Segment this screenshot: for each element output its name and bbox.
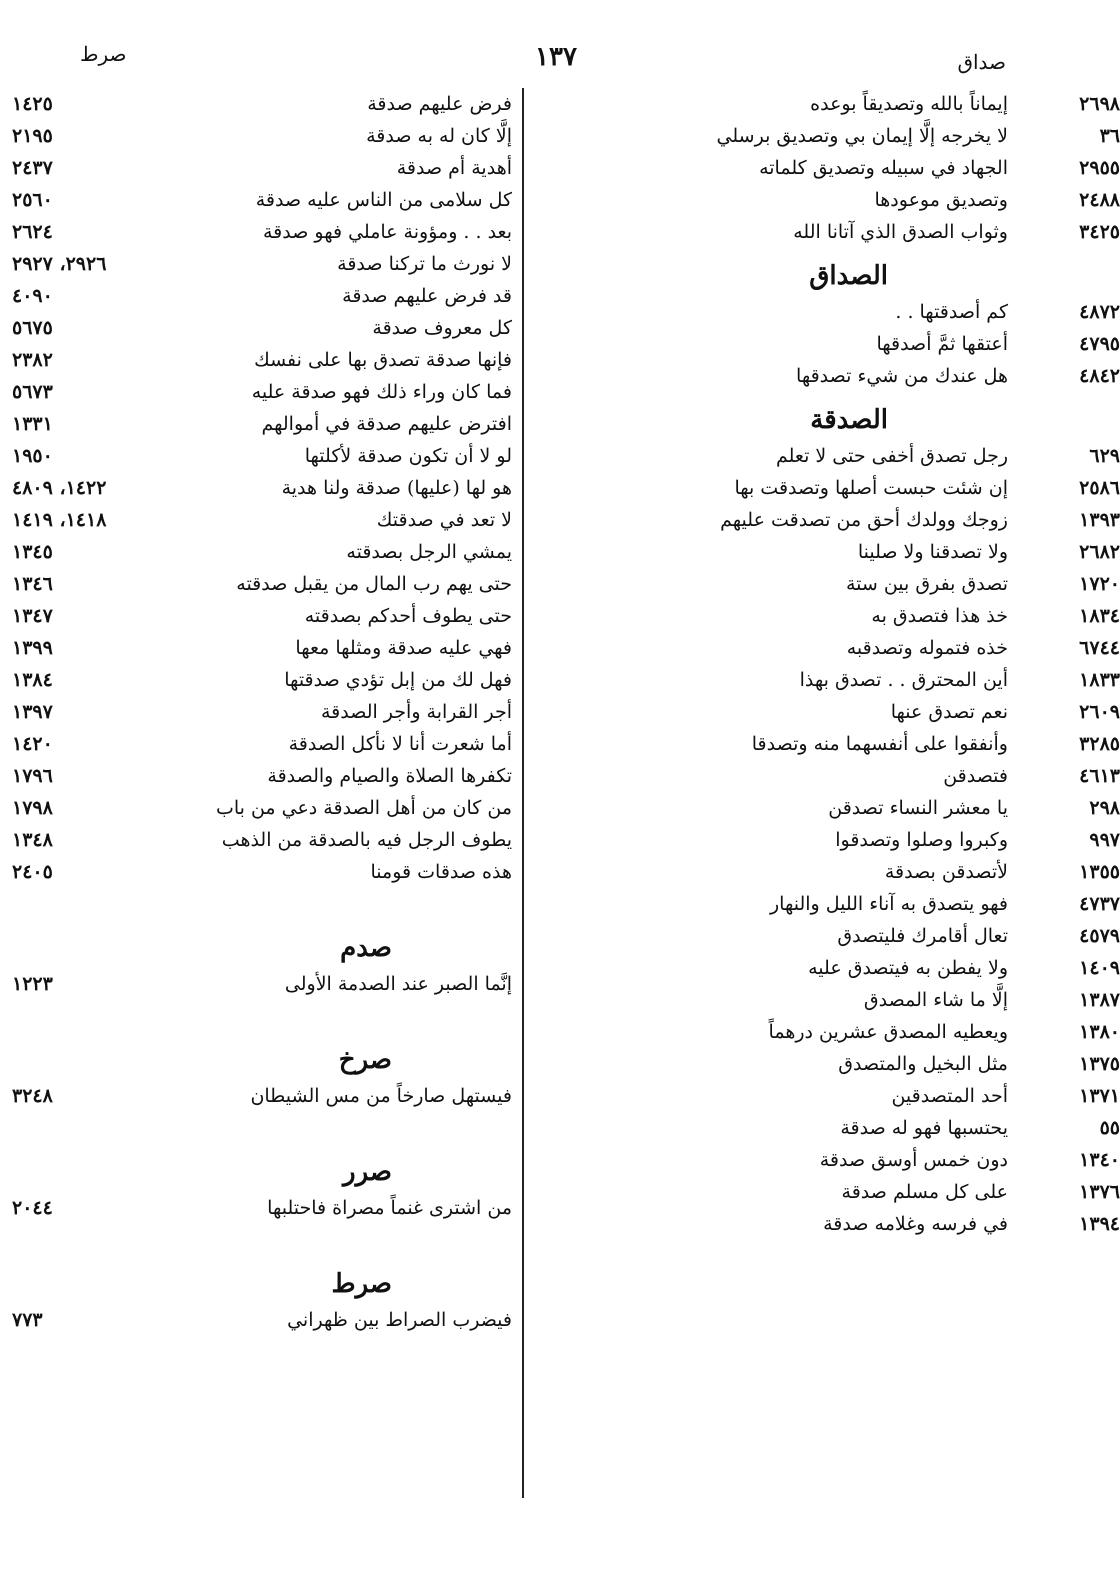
entry-phrase: رجل تصدق أخفى حتى لا تعلم (776, 445, 1008, 467)
entry-phrase: بعد . . ومؤونة عاملي فهو صدقة (262, 221, 512, 243)
entry-hadith-number: ١٩٥٠ (12, 445, 53, 467)
entry-hadith-number: ١٣٧٦ (1079, 1181, 1120, 1203)
section-heading-text: الصداق (809, 261, 888, 291)
entry-hadith-number: ٧٧٣ (12, 1309, 43, 1331)
entry-phrase: وكبروا وصلوا وتصدقوا (835, 829, 1008, 851)
index-entry (618, 1112, 1120, 1144)
section-heading (72, 920, 512, 968)
entry-hadith-number: ١٧٩٨ (12, 797, 53, 819)
index-entry (618, 952, 1120, 984)
index-entry (618, 1016, 1120, 1048)
entry-hadith-number: ٦٧٤٤ (1079, 637, 1120, 659)
index-entry (12, 152, 512, 184)
entry-phrase: أهدية أم صدقة (396, 157, 512, 179)
entry-hadith-number: ٢٦٨٢ (1079, 541, 1120, 563)
index-entry (618, 328, 1120, 360)
entry-hadith-number: ١٣٩٩ (12, 637, 53, 659)
index-entry (618, 1048, 1120, 1080)
entry-phrase: حتى يهم رب المال من يقبل صدقته (236, 573, 512, 595)
index-entry (12, 312, 512, 344)
entry-hadith-number: ٤٨٤٢ (1079, 365, 1120, 387)
entry-phrase: إلَّا ما شاء المصدق (863, 989, 1008, 1011)
index-entry (618, 536, 1120, 568)
entry-hadith-number: ٢٦٠٩ (1079, 701, 1120, 723)
entry-phrase: لا نورث ما تركنا صدقة (337, 253, 512, 275)
index-entry (618, 984, 1120, 1016)
entry-phrase: كل معروف صدقة (372, 317, 512, 339)
entry-phrase: أعتقها ثمَّ أصدقها (876, 333, 1008, 355)
index-entry (618, 760, 1120, 792)
entry-hadith-number: ٢٩٢٦، ٢٩٢٧ (12, 253, 107, 275)
entry-phrase: فيستهل صارخاً من مس الشيطان (250, 1085, 512, 1107)
entry-phrase: قد فرض عليهم صدقة (342, 285, 512, 307)
entry-hadith-number: ٥٦٧٥ (12, 317, 53, 339)
entry-hadith-number: ١٣٩٣ (1079, 509, 1120, 531)
entry-hadith-number: ٢٦٢٤ (12, 221, 53, 243)
entry-phrase: يمشي الرجل بصدقته (346, 541, 512, 563)
entry-phrase: ولا تصدقنا ولا صلينا (857, 541, 1008, 563)
entry-phrase: هذه صدقات قومنا (370, 861, 512, 883)
entry-phrase: فإنها صدقة تصدق بها على نفسك (254, 349, 512, 371)
entry-hadith-number: ٢٤٠٥ (12, 861, 53, 883)
entry-phrase: نعم تصدق عنها (890, 701, 1008, 723)
entry-phrase: لأتصدقن بصدقة (884, 861, 1008, 883)
entry-hadith-number: ١٣٣١ (12, 413, 53, 435)
entry-phrase: إلَّا كان له به صدقة (366, 125, 512, 147)
entry-hadith-number: ١٨٣٤ (1079, 605, 1120, 627)
entry-phrase: يا معشر النساء تصدقن (828, 797, 1008, 819)
entry-hadith-number: ٥٥ (1099, 1117, 1120, 1139)
index-entry (618, 664, 1120, 696)
entry-phrase: ويعطيه المصدق عشرين درهماً (768, 1021, 1008, 1043)
left-column (12, 88, 512, 1336)
entry-hadith-number: ٢٤٨٨ (1079, 189, 1120, 211)
entry-hadith-number: ٢٤٣٧ (12, 157, 53, 179)
entry-phrase: كل سلامى من الناس عليه صدقة (255, 189, 512, 211)
entry-phrase: أجر القرابة وأجر الصدقة (320, 701, 512, 723)
entry-phrase: فيضرب الصراط بين ظهراني (287, 1309, 512, 1331)
header-left-keyword: صرط (80, 42, 127, 66)
entry-hadith-number: ١٤٢٢، ٤٨٠٩ (12, 477, 107, 499)
index-entry (618, 696, 1120, 728)
entry-phrase: فما كان وراء ذلك فهو صدقة عليه (251, 381, 512, 403)
section-heading (72, 1256, 512, 1304)
entry-phrase: فهي عليه صدقة ومثلها معها (295, 637, 512, 659)
entry-phrase: أما شعرت أنا لا نأكل الصدقة (288, 733, 512, 755)
entry-phrase: دون خمس أوسق صدقة (819, 1149, 1008, 1171)
index-entry (618, 1080, 1120, 1112)
index-entry (12, 376, 512, 408)
entry-hadith-number: ٢١٩٥ (12, 125, 53, 147)
index-entry (618, 856, 1120, 888)
entry-hadith-number: ١٣٤٨ (12, 829, 53, 851)
section-spacer (72, 888, 512, 920)
entry-phrase: على كل مسلم صدقة (841, 1181, 1008, 1203)
entry-hadith-number: ٢٩٥٥ (1079, 157, 1120, 179)
section-heading-text: الصدقة (810, 405, 888, 435)
entry-hadith-number: ٢٣٨٢ (12, 349, 53, 371)
index-entry (12, 1192, 512, 1224)
entry-phrase: وثواب الصدق الذي آتانا الله (793, 221, 1008, 243)
index-entry (618, 728, 1120, 760)
index-entry (618, 1208, 1120, 1240)
section-heading-text: صرخ (338, 1045, 392, 1075)
entry-hadith-number: ١٤١٨، ١٤١٩ (12, 509, 107, 531)
index-entry (12, 88, 512, 120)
entry-hadith-number: ٦٢٩ (1089, 445, 1120, 467)
entry-phrase: كم أصدقتها . . (895, 301, 1008, 323)
index-entry (12, 600, 512, 632)
header-right-keyword: صداق (957, 50, 1006, 74)
index-entry (12, 440, 512, 472)
entry-phrase: تعال أقامرك فليتصدق (837, 925, 1008, 947)
index-entry (12, 504, 512, 536)
entry-hadith-number: ٢٥٦٠ (12, 189, 53, 211)
entry-hadith-number: ١٧٩٦ (12, 765, 53, 787)
entry-phrase: فتصدقن (943, 765, 1008, 787)
entry-phrase: إيماناً بالله وتصديقاً بوعده (810, 93, 1008, 115)
page-number: ١٣٧ (535, 42, 577, 72)
index-entry (12, 696, 512, 728)
index-entry (618, 88, 1120, 120)
index-entry (12, 248, 512, 280)
index-entry (618, 600, 1120, 632)
entry-hadith-number: ١٣٧٥ (1079, 1053, 1120, 1075)
entry-hadith-number: ١٧٢٠ (1079, 573, 1120, 595)
entry-phrase: تكفرها الصلاة والصيام والصدقة (267, 765, 512, 787)
entry-hadith-number: ١٣٨٤ (12, 669, 53, 691)
section-heading-text: صرط (331, 1269, 392, 1299)
index-entry (618, 152, 1120, 184)
entry-phrase: ولا يفطن به فيتصدق عليه (808, 957, 1008, 979)
entry-hadith-number: ٢٦٩٨ (1079, 93, 1120, 115)
index-entry (618, 184, 1120, 216)
entry-phrase: هو لها (عليها) صدقة ولنا هدية (281, 477, 512, 499)
section-heading (72, 1144, 512, 1192)
index-entry (12, 1304, 512, 1336)
entry-phrase: هل عندك من شيء تصدقها (796, 365, 1008, 387)
entry-phrase: إنَّما الصبر عند الصدمة الأولى (284, 973, 512, 995)
entry-phrase: الجهاد في سبيله وتصديق كلماته (759, 157, 1008, 179)
entry-hadith-number: ٢٠٤٤ (12, 1197, 53, 1219)
entry-phrase: فهل لك من إبل تؤدي صدقتها (284, 669, 512, 691)
index-entry (12, 760, 512, 792)
entry-phrase: أين المحترق . . تصدق بهذا (799, 669, 1008, 691)
entry-hadith-number: ٣٢٨٥ (1079, 733, 1120, 755)
entry-hadith-number: ١٣٩٤ (1079, 1213, 1120, 1235)
section-heading-text: صرر (343, 1157, 392, 1187)
section-spacer (72, 1224, 512, 1256)
entry-hadith-number: ٩٩٧ (1089, 829, 1120, 851)
entry-phrase: من اشترى غنماً مصراة فاحتلبها (267, 1197, 512, 1219)
index-entry (618, 440, 1120, 472)
entry-hadith-number: ١٣٥٥ (1079, 861, 1120, 883)
section-heading (618, 392, 1008, 440)
index-entry (12, 120, 512, 152)
index-entry (12, 568, 512, 600)
entry-hadith-number: ١٣٤٥ (12, 541, 53, 563)
index-entry (618, 824, 1120, 856)
index-entry (12, 280, 512, 312)
entry-phrase: خذه فتموله وتصدقبه (846, 637, 1008, 659)
column-divider (522, 88, 524, 1498)
index-entry (12, 344, 512, 376)
index-entry (12, 536, 512, 568)
index-entry (12, 856, 512, 888)
entry-hadith-number: ١٤٠٩ (1079, 957, 1120, 979)
index-entry (618, 296, 1120, 328)
index-entry (618, 888, 1120, 920)
index-entry (618, 1144, 1120, 1176)
entry-phrase: زوجك وولدك أحق من تصدقت عليهم (720, 509, 1008, 531)
entry-phrase: لو لا أن تكون صدقة لأكلتها (304, 445, 512, 467)
entry-phrase: مثل البخيل والمتصدق (838, 1053, 1008, 1075)
index-entry (12, 632, 512, 664)
section-spacer (72, 1000, 512, 1032)
index-entry (12, 824, 512, 856)
index-entry (12, 728, 512, 760)
entry-phrase: وأنفقوا على أنفسهما منه وتصدقا (751, 733, 1008, 755)
section-heading (618, 248, 1008, 296)
entry-phrase: خذ هذا فتصدق به (871, 605, 1008, 627)
entry-hadith-number: ٢٩٨ (1089, 797, 1120, 819)
entry-phrase: لا يخرجه إلَّا إيمان بي وتصديق برسلي (716, 125, 1008, 147)
entry-hadith-number: ٤٧٩٥ (1079, 333, 1120, 355)
index-entry (618, 568, 1120, 600)
entry-hadith-number: ١٣٨٧ (1079, 989, 1120, 1011)
index-entry (618, 1176, 1120, 1208)
entry-hadith-number: ٤٦١٣ (1079, 765, 1120, 787)
index-entry (618, 120, 1120, 152)
index-entry (12, 216, 512, 248)
entry-hadith-number: ٣٦ (1099, 125, 1120, 147)
entry-phrase: افترض عليهم صدقة في أموالهم (261, 413, 512, 435)
entry-phrase: في فرسه وغلامه صدقة (823, 1213, 1008, 1235)
entry-hadith-number: ٣٤٢٥ (1079, 221, 1120, 243)
entry-phrase: حتى يطوف أحدكم بصدقته (304, 605, 512, 627)
index-entry (12, 472, 512, 504)
index-entry (618, 792, 1120, 824)
index-entry (618, 920, 1120, 952)
section-heading (72, 1032, 512, 1080)
index-entry (12, 792, 512, 824)
entry-phrase: أحد المتصدقين (891, 1085, 1008, 1107)
entry-hadith-number: ١٢٢٣ (12, 973, 53, 995)
entry-hadith-number: ١٣٤٠ (1079, 1149, 1120, 1171)
page-header (0, 40, 1112, 80)
right-column (618, 88, 1120, 1240)
entry-hadith-number: ٤٠٩٠ (12, 285, 53, 307)
entry-hadith-number: ١٣٤٦ (12, 573, 53, 595)
entry-hadith-number: ٥٦٧٣ (12, 381, 53, 403)
entry-phrase: وتصديق موعودها (874, 189, 1008, 211)
entry-hadith-number: ١٣٩٧ (12, 701, 53, 723)
index-entry (12, 968, 512, 1000)
entry-hadith-number: ٤٨٧٢ (1079, 301, 1120, 323)
index-entry (618, 632, 1120, 664)
entry-hadith-number: ٤٥٧٩ (1079, 925, 1120, 947)
entry-hadith-number: ١٤٢٠ (12, 733, 53, 755)
entry-phrase: يحتسبها فهو له صدقة (840, 1117, 1008, 1139)
entry-hadith-number: ٢٥٨٦ (1079, 477, 1120, 499)
index-entry (12, 1080, 512, 1112)
index-entry (618, 504, 1120, 536)
entry-hadith-number: ٤٧٣٧ (1079, 893, 1120, 915)
entry-phrase: فهو يتصدق به آناء الليل والنهار (769, 893, 1008, 915)
section-heading-text: صدم (340, 933, 392, 963)
entry-hadith-number: ١٤٢٥ (12, 93, 53, 115)
entry-phrase: لا تعد في صدقتك (376, 509, 512, 531)
section-spacer (72, 1112, 512, 1144)
entry-hadith-number: ١٣٧١ (1079, 1085, 1120, 1107)
index-entry (618, 216, 1120, 248)
entry-phrase: تصدق بفرق بين ستة (845, 573, 1008, 595)
entry-phrase: من كان من أهل الصدقة دعي من باب (215, 797, 512, 819)
index-entry (12, 664, 512, 696)
index-entry (618, 360, 1120, 392)
index-entry (12, 184, 512, 216)
entry-hadith-number: ١٨٣٣ (1079, 669, 1120, 691)
entry-hadith-number: ١٣٨٠ (1079, 1021, 1120, 1043)
entry-phrase: فرض عليهم صدقة (367, 93, 512, 115)
entry-phrase: إن شئت حبست أصلها وتصدقت بها (734, 477, 1008, 499)
entry-hadith-number: ٣٢٤٨ (12, 1085, 53, 1107)
entry-hadith-number: ١٣٤٧ (12, 605, 53, 627)
index-entry (618, 472, 1120, 504)
entry-phrase: يطوف الرجل فيه بالصدقة من الذهب (221, 829, 512, 851)
index-entry (12, 408, 512, 440)
